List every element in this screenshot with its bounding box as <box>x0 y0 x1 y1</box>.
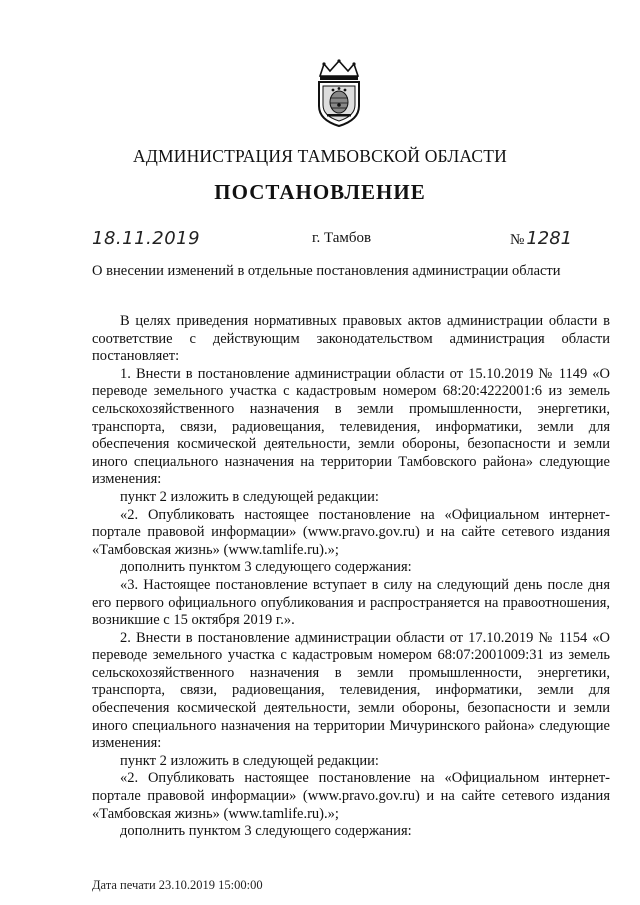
body-paragraph: пункт 2 изложить в следующей редакции: <box>120 488 379 505</box>
document-body <box>92 313 610 841</box>
body-paragraph: «3. Настоящее постановление вступает в силу на следующий день после дня его первого официального опубликования и распространяется на правоотношения, возникшие с 15 октября 2019 г.». <box>92 576 610 629</box>
body-paragraph: 1. Внести в постановление администрации области от 15.10.2019 № 1149 «О переводе земельного участка с кадастровым номером 68:20:4222001:6 из земель сельскохозяйственного назначения в земли промышленности, энергетики, транспорта, связи, радиовещания, телевидения, информатики, земли для обеспечения космической деятельности, земли обороны, безопасности и земли иного специального назначения на территории Тамбовского района» следующие изменения: <box>92 365 610 488</box>
document-number-block <box>510 228 572 249</box>
document-meta-row <box>0 230 640 254</box>
body-paragraph: дополнить пунктом 3 следующего содержания: <box>120 559 412 576</box>
body-paragraph: «2. Опубликовать настоящее постановление на «Официальном интернет-портале правовой информации» (www.pravo.gov.ru) и на сайте сетевого издания «Тамбовская жизнь» (www.tamlife.ru).»; <box>92 506 610 558</box>
number-sign: № <box>510 232 525 248</box>
organization-title: АДМИНИСТРАЦИЯ ТАМБОВСКОЙ ОБЛАСТИ <box>133 146 507 166</box>
document-subject: О внесении изменений в отдельные постановления администрации области <box>92 263 561 279</box>
document-type-heading: ПОСТАНОВЛЕНИЕ <box>214 180 426 204</box>
document-number: 1281 <box>526 228 573 249</box>
body-paragraph: дополнить пунктом 3 следующего содержания: <box>120 823 412 840</box>
body-paragraph: В целях приведения нормативных правовых актов администрации области в соответствие с действующим законодательством администрация области постановляет: <box>92 313 610 365</box>
document-city: г. Тамбов <box>312 230 372 246</box>
body-paragraph: пункт 2 изложить в следующей редакции: <box>120 752 379 769</box>
print-date-footer: Дата печати 23.10.2019 15:00:00 <box>92 878 263 892</box>
document-date: 18.11.2019 <box>92 228 201 249</box>
coat-of-arms-icon <box>312 58 366 128</box>
body-paragraph: 2. Внести в постановление администрации области от 17.10.2019 № 1154 «О переводе земельного участка с кадастровым номером 68:07:2001009:31 из земель сельскохозяйственного назначения в земли промышленности, энергетики, транспорта, связи, радиовещания, телевидения, информатики, земли для обеспечения космической деятельности, земли обороны, безопасности и земли иного специального назначения на территории Мичуринского района» следующие изменения: <box>92 629 610 752</box>
body-paragraph: «2. Опубликовать настоящее постановление на «Официальном интернет-портале правовой информации» (www.pravo.gov.ru) и на сайте сетевого издания «Тамбовская жизнь» (www.tamlife.ru).»; <box>92 770 610 822</box>
